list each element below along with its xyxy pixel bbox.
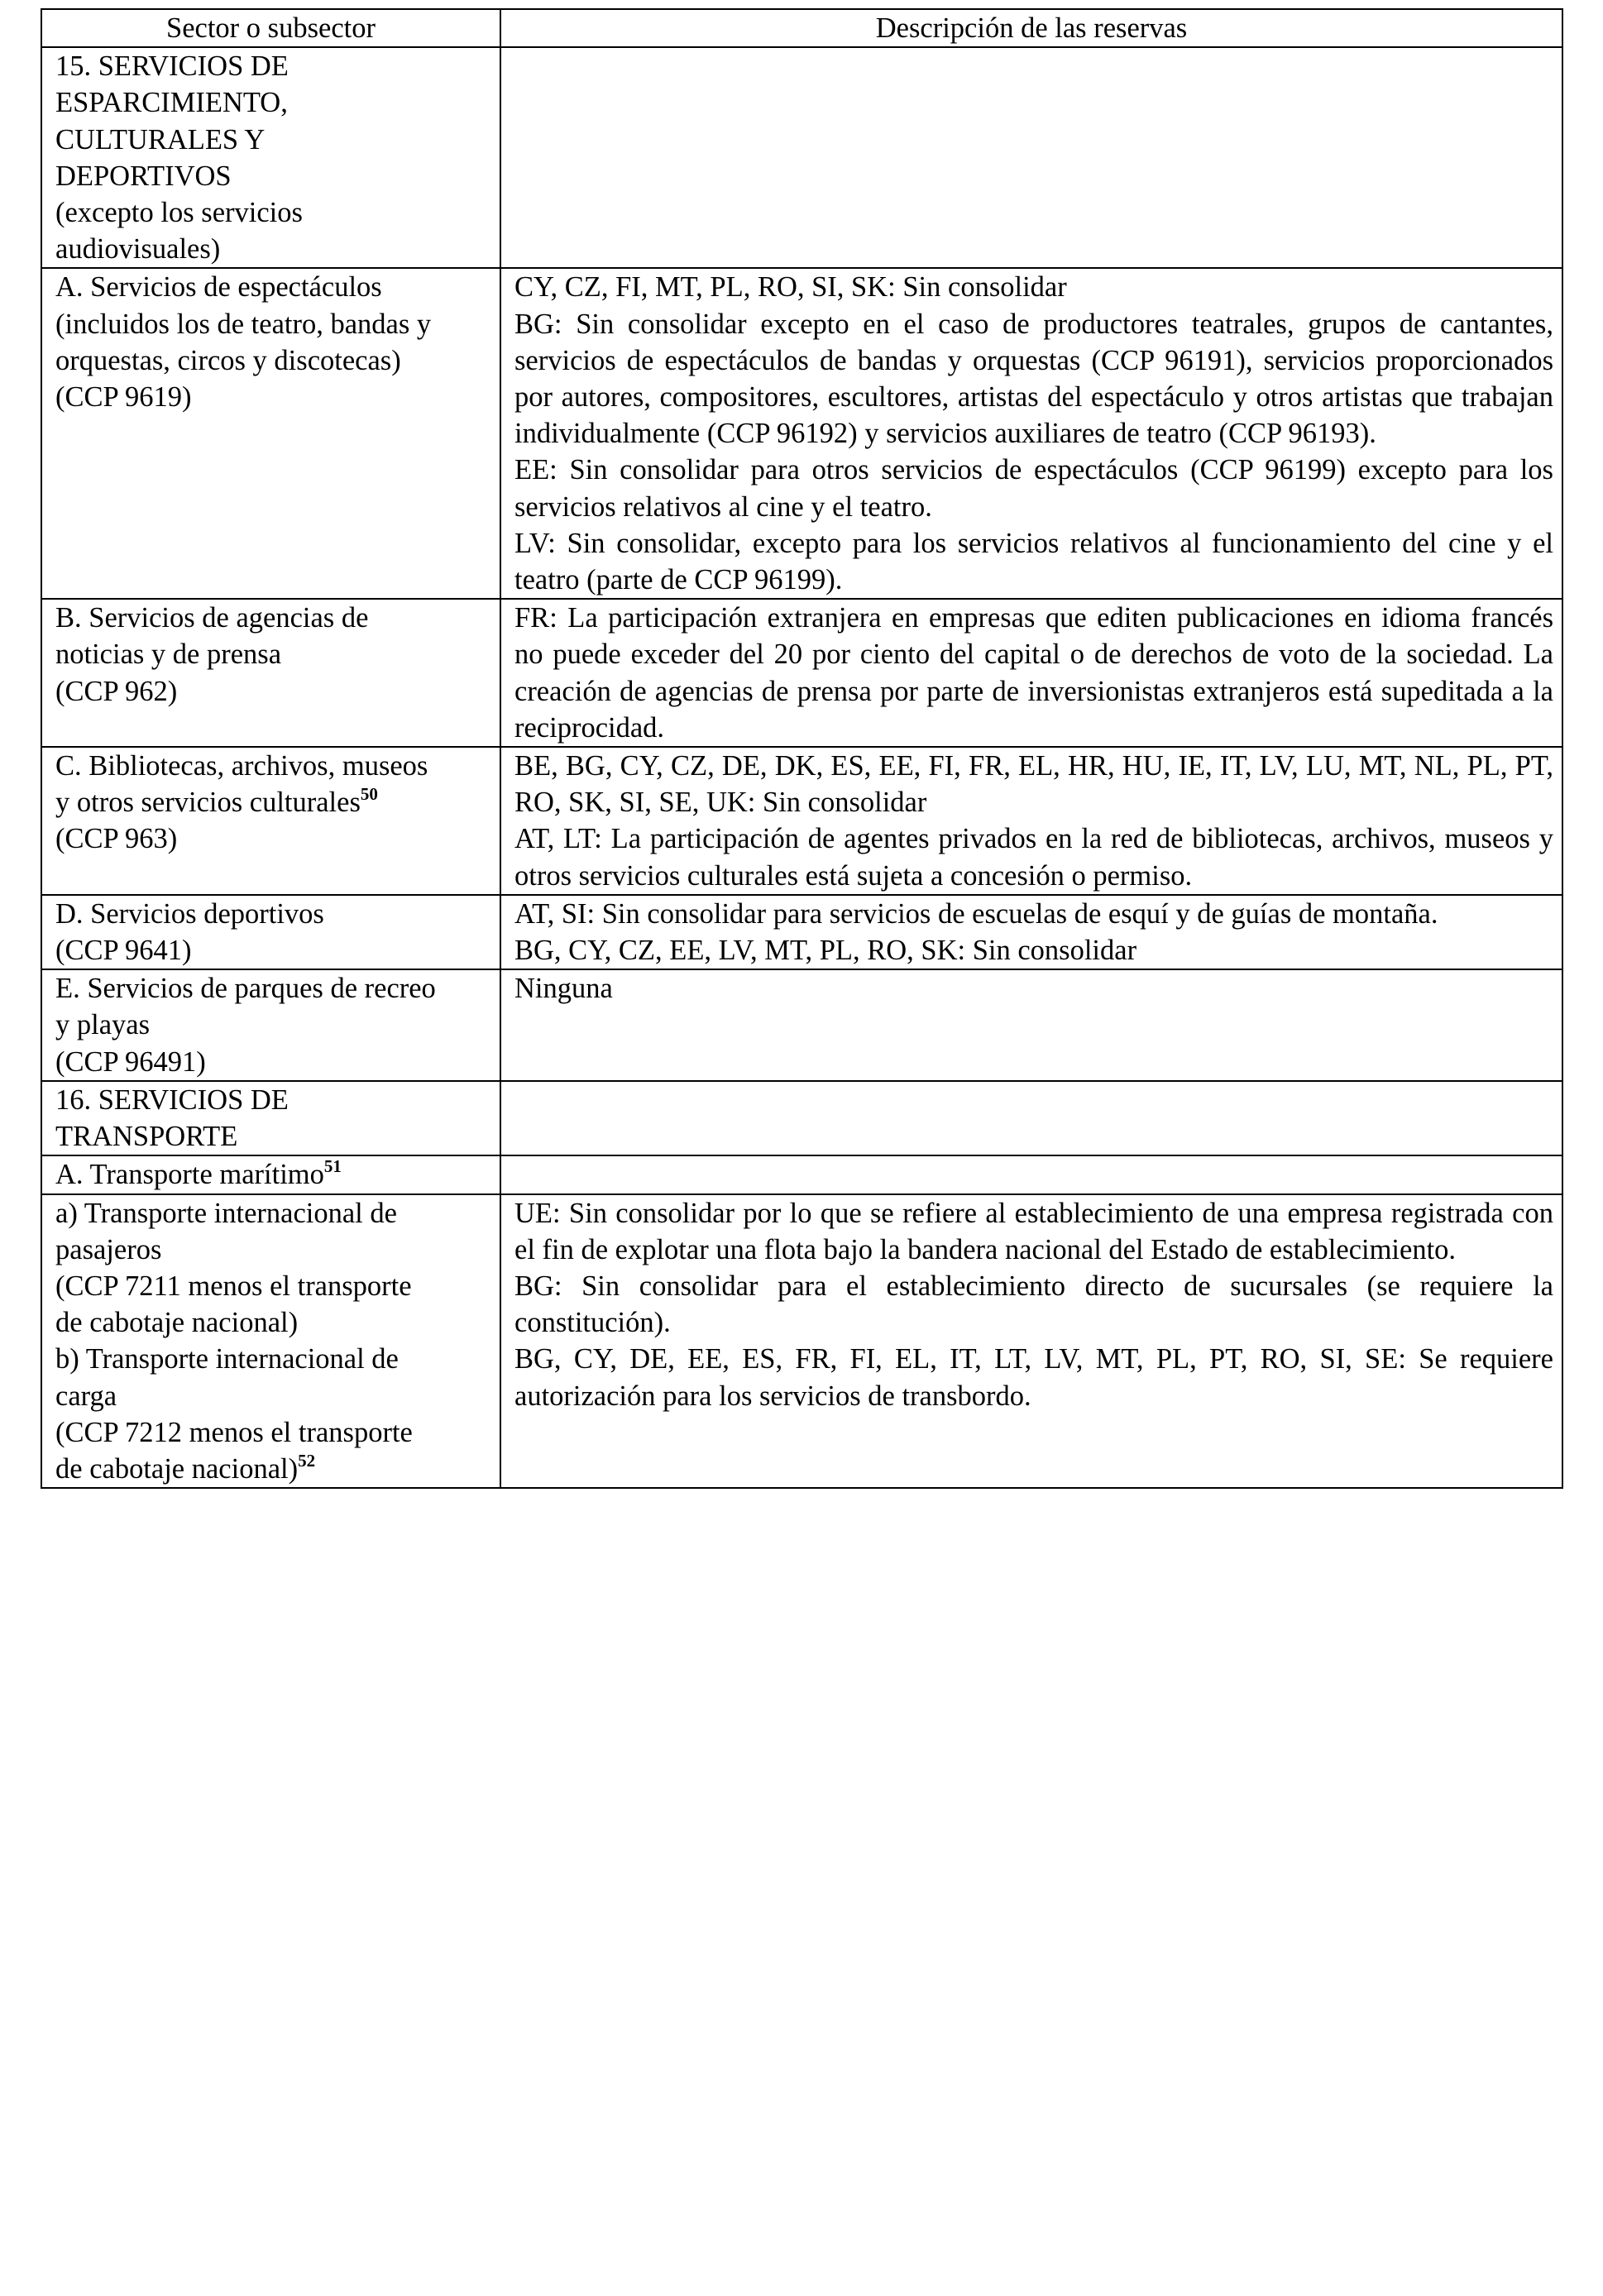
table-row (41, 895, 1562, 969)
sector-line (55, 1156, 491, 1193)
sector-line: a) Transporte internacional de (55, 1197, 397, 1229)
description-cell (500, 1155, 1562, 1193)
sector-line: carga (55, 1380, 117, 1412)
sector-line: y playas (55, 1009, 151, 1041)
footnote-marker[interactable]: 50 (360, 784, 378, 805)
sector-line: TRANSPORTE (55, 1121, 238, 1153)
description-cell (500, 599, 1562, 747)
description-cell (500, 268, 1562, 599)
table-row (41, 1194, 1562, 1489)
sector-cell (41, 747, 500, 895)
table-row (41, 268, 1562, 599)
sector-cell (41, 1155, 500, 1193)
description-cell (500, 747, 1562, 895)
description-cell (500, 1194, 1562, 1489)
sector-line-text: A. Transporte marítimo (55, 1159, 324, 1191)
sector-line: b) Transporte internacional de (55, 1343, 399, 1375)
header-description: Descripción de las reservas (500, 9, 1562, 47)
sector-line: (CCP 9641) (55, 935, 192, 967)
sector-line: DEPORTIVOS (55, 160, 232, 192)
table-row (41, 969, 1562, 1081)
table-row (41, 1155, 1562, 1193)
sector-line: de cabotaje nacional) (55, 1307, 299, 1339)
sector-cell (41, 895, 500, 969)
description-cell (500, 895, 1562, 969)
footnote-marker[interactable]: 52 (298, 1450, 316, 1471)
sector-line: D. Servicios deportivos (55, 897, 324, 930)
description-paragraph: CY, CZ, FI, MT, PL, RO, SI, SK: Sin consolidar (514, 271, 1067, 304)
sector-line: E. Servicios de parques de recreo (55, 973, 436, 1005)
table-row (41, 747, 1562, 895)
sector-line: orquestas, circos y discotecas) (55, 344, 401, 376)
sector-line: ESPARCIMIENTO, (55, 87, 288, 119)
sector-line: CULTURALES Y (55, 123, 266, 155)
footnote-marker[interactable]: 51 (323, 1156, 342, 1177)
sector-line-text: de cabotaje nacional) (55, 1452, 299, 1485)
sector-line: (excepto los servicios (55, 197, 303, 229)
description-cell (500, 47, 1562, 268)
sector-line: A. Servicios de espectáculos (55, 271, 382, 304)
description-paragraph: BG, CY, CZ, EE, LV, MT, PL, RO, SK: Sin consolidar (514, 935, 1137, 967)
description-paragraph: BE, BG, CY, CZ, DE, DK, ES, EE, FI, FR, EL, HR, HU, IE, IT, LV, LU, MT, NL, PL, PT, RO, SK, SI, SE, UK: Sin consolidar (514, 750, 1553, 819)
sector-line: (CCP 96491) (55, 1045, 206, 1078)
sector-line: audiovisuales) (55, 233, 221, 265)
sector-cell (41, 599, 500, 747)
description-paragraph: BG: Sin consolidar excepto en el caso de productores teatrales, grupos de cantantes, servicios de espectáculos de bandas y orquestas (CCP 96191), servicios proporcionados por autores, compositores, escultores, artistas del espectáculo y otros artistas que trabajan individualmente (CCP 96192) y servicios auxiliares de teatro (CCP 96193). (514, 308, 1553, 450)
description-paragraph: AT, LT: La participación de agentes privados en la red de bibliotecas, archivos, museos y otros servicios culturales está sujeta a concesión o permiso. (514, 823, 1553, 892)
sector-line: noticias y de prensa (55, 639, 282, 671)
sector-line: C. Bibliotecas, archivos, museos (55, 750, 428, 782)
description-cell (500, 1081, 1562, 1155)
sector-cell (41, 268, 500, 599)
table-row (41, 599, 1562, 747)
sector-cell (41, 1081, 500, 1155)
description-paragraph: BG: Sin consolidar para el establecimiento directo de sucursales (se requiere la constitución). (514, 1270, 1553, 1339)
description-paragraph: BG, CY, DE, EE, ES, FR, FI, EL, IT, LT, LV, MT, PL, PT, RO, SI, SE: Se requiere autorización para los servicios de transbordo. (514, 1343, 1553, 1412)
sector-cell (41, 47, 500, 268)
sector-line: 16. SERVICIOS DE (55, 1083, 289, 1116)
sector-line (55, 784, 491, 820)
sector-cell (41, 969, 500, 1081)
sector-cell (41, 1194, 500, 1489)
sector-line-text: y otros servicios culturales (55, 787, 361, 819)
table-body (41, 47, 1562, 1488)
description-paragraph: Ninguna (514, 973, 613, 1005)
reservations-table (41, 8, 1563, 1489)
header-sector: Sector o subsector (41, 9, 500, 47)
sector-line: pasajeros (55, 1233, 162, 1265)
table-row (41, 1081, 1562, 1155)
sector-line: (CCP 9619) (55, 381, 192, 414)
sector-line: (CCP 7211 menos el transporte (55, 1270, 412, 1302)
sector-line: (CCP 963) (55, 823, 178, 855)
sector-line: (CCP 7212 menos el transporte (55, 1416, 413, 1448)
sector-line (55, 1451, 491, 1487)
sector-line: B. Servicios de agencias de (55, 602, 369, 634)
description-paragraph: AT, SI: Sin consolidar para servicios de escuelas de esquí y de guías de montaña. (514, 897, 1438, 930)
description-paragraph: EE: Sin consolidar para otros servicios de espectáculos (CCP 96199) excepto para los servicios relativos al cine y el teatro. (514, 454, 1553, 523)
sector-line: (incluidos los de teatro, bandas y (55, 308, 432, 340)
sector-line: (CCP 962) (55, 675, 178, 707)
table-row (41, 47, 1562, 268)
description-cell (500, 969, 1562, 1081)
description-paragraph: UE: Sin consolidar por lo que se refiere al establecimiento de una empresa registrada con el fin de explotar una flota bajo la bandera nacional del Estado de establecimiento. (514, 1197, 1553, 1265)
sector-line: 15. SERVICIOS DE (55, 50, 289, 83)
description-paragraph: LV: Sin consolidar, excepto para los servicios relativos al funcionamiento del cine y el teatro (parte de CCP 96199). (514, 527, 1553, 596)
description-paragraph: FR: La participación extranjera en empresas que editen publicaciones en idioma francés no puede exceder del 20 por ciento del capital o de derechos de voto de la sociedad. La creación de agencias de prensa por parte de inversionistas extranjeros está supeditada a la reciprocidad. (514, 602, 1553, 744)
header-row (41, 9, 1562, 47)
